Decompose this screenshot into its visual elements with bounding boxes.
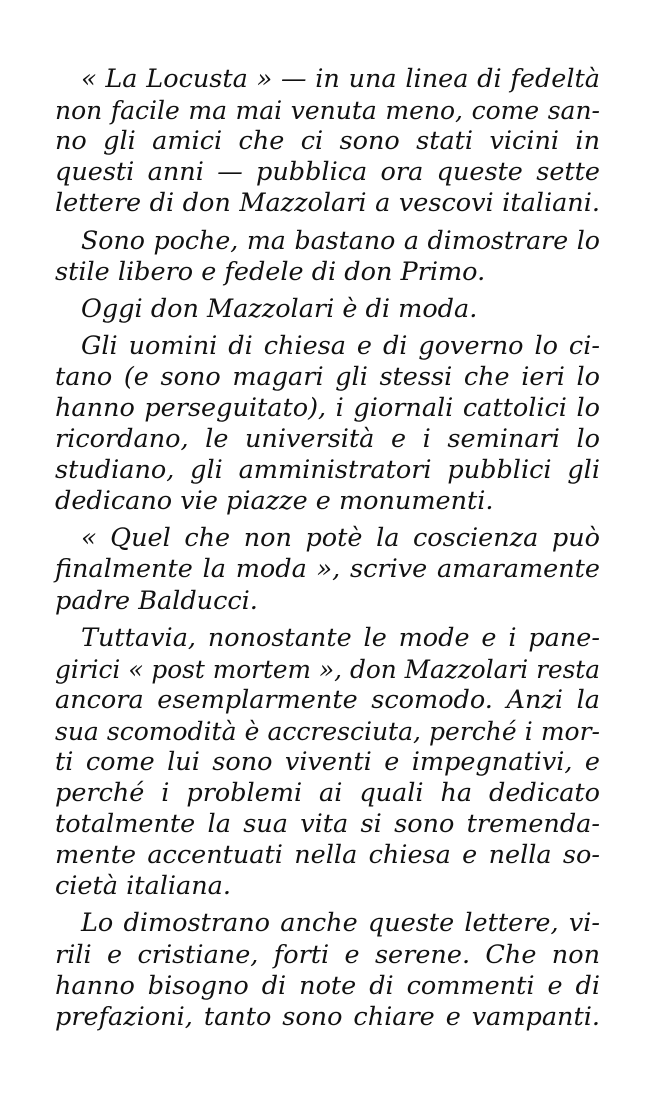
paragraph: [55, 623, 600, 903]
text-line: « La Locusta » — in una linea di fedeltà: [81, 64, 600, 94]
text-line: hanno bisogno di note di commenti e di: [55, 970, 600, 1001]
text-line: padre Balducci.: [55, 585, 258, 616]
paragraph: [55, 523, 600, 616]
paragraph: [55, 64, 600, 219]
paragraph: [55, 908, 600, 1032]
text-line: ancora esemplarmente scomodo. Anzi la: [55, 684, 600, 715]
text-line: ti come lui sono viventi e impegnativi, e: [55, 746, 600, 777]
text-line: girici « post mortem », don Mazzolari resta: [55, 654, 600, 684]
text-line: non facile ma mai venuta meno, come san-: [55, 96, 600, 126]
text-line: rili e cristiane, forti e serene. Che non: [55, 939, 600, 970]
text-line: stile libero e fedele di don Primo.: [55, 256, 486, 287]
text-line: questi anni — pubblica ora queste sette: [55, 157, 600, 188]
paragraph: [55, 331, 600, 518]
text-line: Gli uomini di chiesa e di governo lo ci-: [81, 330, 600, 361]
text-line: mente accentuati nella chiesa e nella so-: [55, 840, 600, 871]
text-line: hanno perseguitato), i giornali cattolici lo: [55, 392, 600, 423]
text-line: prefazioni, tanto sono chiare e vampanti.: [55, 1001, 600, 1032]
text-line: studiano, gli amministratori pubblici gli: [55, 455, 600, 486]
text-line: dedicano vie piazze e monumenti.: [55, 486, 494, 517]
text-line: finalmente la moda », scrive amaramente: [55, 554, 600, 585]
book-page-text: [55, 64, 600, 1039]
text-line: Sono poche, ma bastano a dimostrare lo: [81, 226, 600, 256]
text-line: Tuttavia, nonostante le mode e i pane-: [81, 622, 600, 653]
text-line: cietà italiana.: [55, 871, 231, 902]
paragraph: [55, 225, 600, 287]
text-line: lettere di don Mazzolari a vescovi italiani.: [55, 188, 600, 219]
paragraph: [55, 294, 600, 325]
text-line: perché i problemi ai quali ha dedicato: [55, 778, 600, 809]
text-line: Lo dimostrano anche queste lettere, vi-: [81, 908, 600, 939]
text-line: tano (e sono magari gli stessi che ieri lo: [55, 361, 600, 392]
text-line: sua scomodità è accresciuta, perché i mor-: [55, 716, 600, 746]
text-line: ricordano, le università e i seminari lo: [55, 424, 600, 455]
text-line: totalmente la sua vita si sono tremenda-: [55, 809, 600, 840]
text-line: no gli amici che ci sono stati vicini in: [55, 126, 600, 157]
text-line: « Quel che non potè la coscienza può: [81, 523, 600, 554]
text-line: Oggi don Mazzolari è di moda.: [81, 293, 478, 324]
